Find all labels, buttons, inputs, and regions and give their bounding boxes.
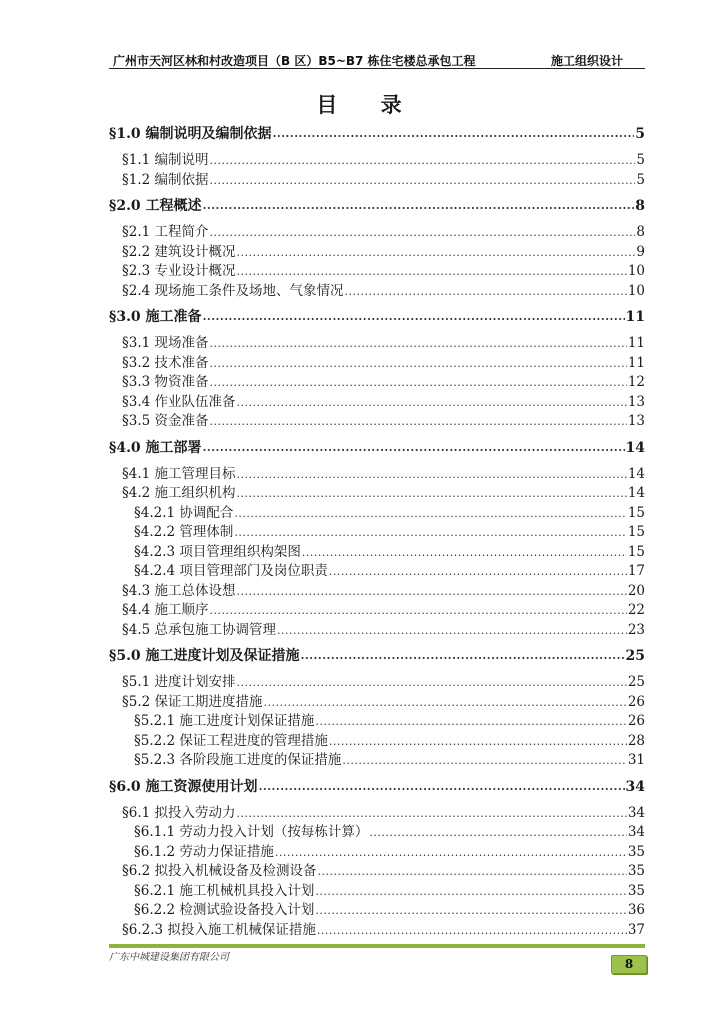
toc-dot-leader	[237, 465, 627, 485]
toc-dot-leader	[203, 436, 625, 460]
toc-entry-label: §2.0 工程概述	[109, 198, 202, 214]
toc-entry-label: §6.1.1 劳动力投入计划（按每栋计算）	[134, 824, 369, 840]
toc-entry[interactable]	[109, 775, 645, 799]
toc-entry-label: §4.2.4 项目管理部门及岗位职责	[134, 563, 328, 579]
toc-dot-leader	[315, 712, 626, 732]
toc-entry-label: §5.2.2 保证工程进度的管理措施	[134, 732, 328, 749]
toc-entry-label: §5.2.1 施工进度计划保证措施	[134, 713, 315, 729]
toc-entry-label: §3.3 物资准备	[122, 374, 209, 390]
toc-entry-page: 5	[635, 126, 645, 142]
toc-dot-leader	[210, 601, 627, 621]
toc-entry-page: 20	[627, 582, 645, 599]
toc-entry-page: 14	[627, 485, 645, 501]
table-of-contents	[109, 122, 645, 940]
toc-entry-page: 25	[625, 648, 645, 664]
toc-entry-page: 10	[627, 282, 645, 299]
toc-entry-label: §6.2 拟投入机械设备及检测设备	[122, 863, 317, 879]
toc-dot-leader	[318, 862, 627, 882]
toc-entry-label: §5.2.3 各阶段施工进度的保证措施	[134, 752, 342, 768]
toc-dot-leader	[203, 305, 625, 329]
toc-entry-page: 34	[625, 778, 645, 795]
toc-entry-page: 23	[627, 621, 645, 638]
toc-title: 目 录	[316, 92, 420, 117]
toc-entry-label: §5.2 保证工期进度措施	[122, 693, 263, 710]
toc-entry-label: §4.4 施工顺序	[122, 602, 209, 618]
toc-entry[interactable]	[109, 465, 645, 485]
toc-dot-leader	[203, 194, 635, 218]
toc-entry-label: §2.4 现场施工条件及场地、气象情况	[122, 282, 344, 299]
toc-entry-page: 34	[627, 804, 645, 821]
toc-entry-label: §1.0 编制说明及编制依据	[109, 126, 272, 142]
toc-entry[interactable]	[109, 582, 645, 602]
toc-entry-page: 13	[627, 393, 645, 410]
toc-entry[interactable]	[109, 901, 645, 921]
toc-entry[interactable]	[109, 543, 645, 563]
toc-entry[interactable]	[109, 712, 645, 732]
toc-entry[interactable]	[109, 644, 645, 668]
toc-entry-label: §4.2 施工组织机构	[122, 485, 236, 501]
running-header	[109, 50, 645, 69]
toc-entry-label: §6.1.2 劳动力保证措施	[134, 843, 274, 860]
toc-entry-label: §3.1 现场准备	[122, 335, 209, 351]
toc-dot-leader	[317, 921, 627, 941]
toc-entry[interactable]	[109, 334, 645, 354]
toc-entry-label: §3.4 作业队伍准备	[122, 393, 236, 410]
toc-entry-page: 15	[627, 524, 645, 540]
toc-dot-leader	[237, 804, 627, 824]
toc-entry[interactable]	[109, 823, 645, 843]
toc-entry[interactable]	[109, 562, 645, 582]
toc-entry[interactable]	[109, 262, 645, 282]
toc-entry[interactable]	[109, 504, 645, 524]
toc-entry-page: 10	[627, 263, 645, 279]
toc-entry-page: 8	[636, 224, 645, 240]
toc-dot-leader	[210, 354, 627, 374]
toc-dot-leader	[315, 882, 626, 902]
toc-entry-page: 5	[636, 152, 645, 168]
toc-entry-page: 25	[627, 674, 645, 690]
toc-entry-page: 13	[627, 413, 645, 429]
toc-entry[interactable]	[109, 412, 645, 432]
toc-dot-leader	[210, 412, 627, 432]
toc-entry[interactable]	[109, 862, 645, 882]
toc-entry-page: 15	[627, 504, 645, 521]
toc-dot-leader	[210, 223, 636, 243]
toc-dot-leader	[259, 775, 625, 799]
toc-entry[interactable]	[109, 843, 645, 863]
toc-dot-leader	[237, 673, 627, 693]
toc-entry[interactable]	[109, 921, 645, 941]
toc-dot-leader	[277, 621, 627, 641]
toc-entry-page: 37	[627, 921, 645, 938]
toc-entry-label: §4.2.1 协调配合	[134, 504, 234, 521]
toc-dot-leader	[345, 282, 627, 302]
toc-dot-leader	[210, 334, 627, 354]
toc-entry-page: 14	[627, 465, 645, 482]
header-project-title: 广州市天河区林和村改造项目（B 区）B5~B7 栋住宅楼总承包工程	[113, 54, 476, 68]
toc-entry-page: 26	[627, 693, 645, 710]
toc-entry-label: §6.2.2 检测试验设备投入计划	[134, 902, 315, 918]
toc-dot-leader	[234, 504, 626, 524]
toc-entry[interactable]	[109, 804, 645, 824]
toc-entry[interactable]	[109, 151, 645, 171]
toc-dot-leader	[237, 393, 627, 413]
toc-entry[interactable]	[109, 436, 645, 460]
toc-entry-label: §4.0 施工部署	[109, 439, 202, 456]
toc-entry-page: 36	[627, 902, 645, 918]
toc-dot-leader	[315, 901, 626, 921]
toc-entry-label: §6.1 拟投入劳动力	[122, 804, 236, 821]
toc-entry[interactable]	[109, 305, 645, 329]
toc-entry-label: §4.2.3 项目管理组织构架图	[134, 543, 301, 560]
toc-entry-label: §3.0 施工准备	[109, 309, 202, 325]
toc-entry-page: 35	[627, 863, 645, 879]
toc-entry-page: 14	[625, 439, 645, 456]
toc-entry-page: 9	[636, 243, 645, 260]
toc-dot-leader	[273, 122, 635, 146]
toc-entry-label: §6.2.1 施工机械机具投入计划	[134, 882, 315, 899]
toc-entry-page: 15	[627, 543, 645, 560]
toc-entry-label: §6.2.3 拟投入施工机械保证措施	[122, 921, 316, 938]
toc-entry[interactable]	[109, 373, 645, 393]
toc-entry-label: §4.2.2 管理体制	[134, 524, 234, 540]
toc-entry-page: 8	[635, 198, 645, 214]
toc-entry-page: 22	[627, 602, 645, 618]
toc-dot-leader	[329, 732, 627, 752]
toc-dot-leader	[237, 582, 627, 602]
toc-entry[interactable]	[109, 751, 645, 771]
toc-dot-leader	[237, 262, 627, 282]
toc-entry-label: §6.0 施工资源使用计划	[109, 778, 258, 795]
toc-entry[interactable]	[109, 601, 645, 621]
toc-entry-label: §2.2 建筑设计概况	[122, 243, 236, 260]
toc-dot-leader	[210, 171, 636, 191]
toc-entry-page: 31	[627, 752, 645, 768]
toc-entry-page: 11	[627, 335, 645, 351]
toc-entry-label: §1.2 编制依据	[122, 171, 209, 188]
toc-entry-page: 11	[625, 309, 645, 325]
toc-entry[interactable]	[109, 882, 645, 902]
toc-entry-page: 5	[636, 171, 645, 188]
toc-entry-page: 34	[627, 824, 645, 840]
toc-entry-page: 17	[627, 563, 645, 579]
toc-entry[interactable]	[109, 621, 645, 641]
toc-dot-leader	[329, 562, 627, 582]
toc-dot-leader	[275, 843, 627, 863]
toc-entry-label: §5.1 进度计划安排	[122, 674, 236, 690]
toc-entry-label: §1.1 编制说明	[122, 152, 209, 168]
toc-dot-leader	[342, 751, 626, 771]
toc-entry[interactable]	[109, 484, 645, 504]
toc-entry-page: 26	[627, 713, 645, 729]
toc-entry-label: §3.2 技术准备	[122, 354, 209, 371]
toc-entry-label: §4.3 施工总体设想	[122, 582, 236, 599]
toc-entry[interactable]	[109, 243, 645, 263]
toc-dot-leader	[210, 151, 636, 171]
toc-entry-page: 35	[627, 882, 645, 899]
toc-entry[interactable]	[109, 354, 645, 374]
toc-entry-label: §2.3 专业设计概况	[122, 263, 236, 279]
toc-entry-label: §5.0 施工进度计划及保证措施	[109, 648, 300, 664]
toc-dot-leader	[301, 644, 625, 668]
toc-entry[interactable]	[109, 673, 645, 693]
toc-dot-leader	[369, 823, 626, 843]
toc-entry[interactable]	[109, 122, 645, 146]
toc-dot-leader	[302, 543, 627, 563]
toc-entry[interactable]	[109, 194, 645, 218]
toc-entry-label: §4.5 总承包施工协调管理	[122, 621, 277, 638]
toc-entry[interactable]	[109, 282, 645, 302]
toc-entry[interactable]	[109, 693, 645, 713]
toc-entry-page: 35	[627, 843, 645, 860]
toc-entry[interactable]	[109, 393, 645, 413]
toc-entry-page: 12	[627, 374, 645, 390]
toc-entry-page: 28	[627, 732, 645, 749]
toc-dot-leader	[237, 243, 636, 263]
footer-company: 广东中城建设集团有限公司	[109, 952, 229, 963]
toc-dot-leader	[237, 484, 627, 504]
page-number-badge: 8	[611, 955, 647, 974]
toc-entry-label: §2.1 工程简介	[122, 224, 209, 240]
toc-entry[interactable]	[109, 523, 645, 543]
toc-dot-leader	[210, 373, 627, 393]
toc-entry[interactable]	[109, 223, 645, 243]
toc-entry-label: §4.1 施工管理目标	[122, 465, 236, 482]
toc-entry[interactable]	[109, 171, 645, 191]
toc-entry[interactable]	[109, 732, 645, 752]
toc-dot-leader	[234, 523, 626, 543]
toc-dot-leader	[264, 693, 627, 713]
toc-entry-label: §3.5 资金准备	[122, 413, 209, 429]
header-document-type: 施工组织设计	[550, 54, 623, 68]
toc-entry-page: 11	[627, 354, 645, 371]
